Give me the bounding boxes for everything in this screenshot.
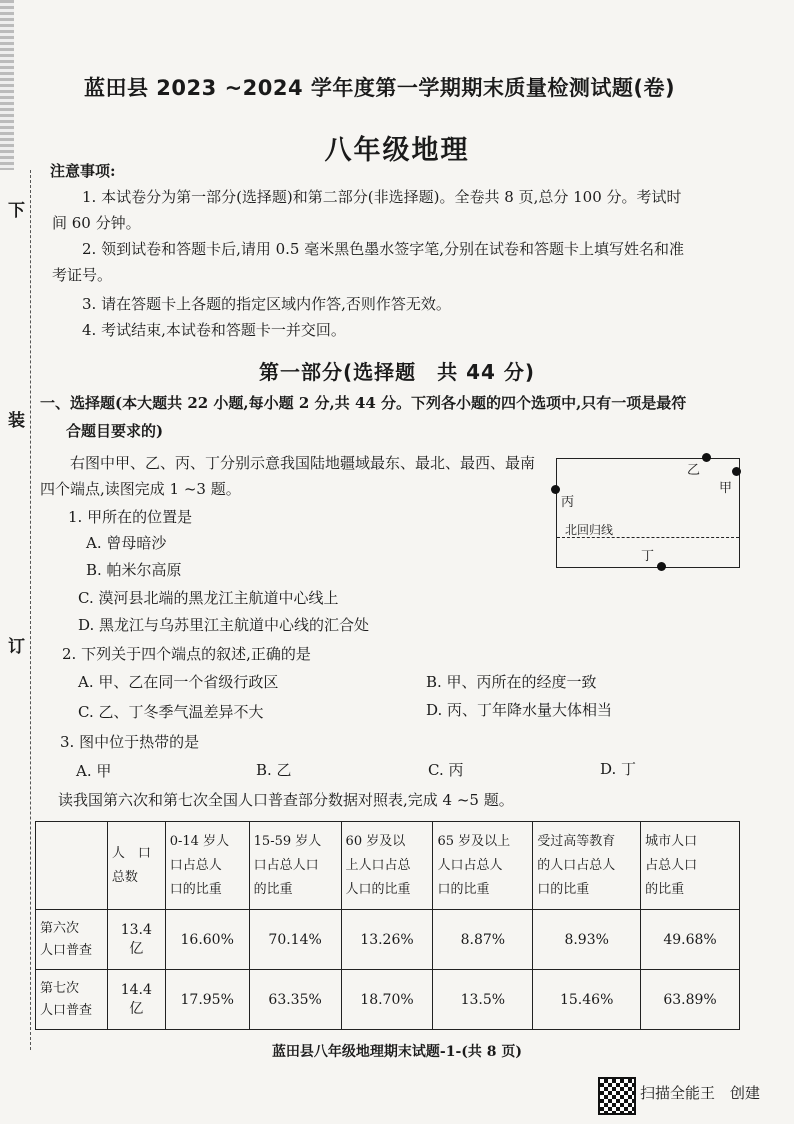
table-cell: 8.93% [533,910,641,970]
notice-heading: 注意事项: [50,162,116,180]
map-label-jia: 甲 [719,481,733,496]
q1-option-a: A. 曾母暗沙 [86,534,167,552]
q3-option-a: A. 甲 [76,762,112,780]
scanner-watermark: 扫描全能王 创建 [640,1084,761,1102]
q2-option-c: C. 乙、丁冬季气温差异不大 [78,703,264,721]
table-corner-cell [36,822,108,910]
q2-option-b: B. 甲、丙所在的经度一致 [426,673,597,691]
binding-label-xia: 下 [8,201,25,221]
tropic-label: 北回归线 [565,523,614,537]
map-label-bing: 丙 [561,495,575,510]
table-cell: 70.14% [249,910,341,970]
table-cell: 14.4 亿 [107,970,165,1030]
table-cell: 17.95% [165,970,249,1030]
table-cell: 13.5% [433,970,533,1030]
notice-line: 4. 考试结束,本试卷和答题卡一并交回。 [82,321,346,339]
table-row [36,970,740,1030]
header-cell: 65 岁及以上 人口占总人 口的比重 [433,822,533,910]
table-cell: 18.70% [341,970,433,1030]
notice-line: 3. 请在答题卡上各题的指定区域内作答,否则作答无效。 [82,295,451,313]
header-cell: 城市人口 占总人口 的比重 [641,822,740,910]
header-cell: 受过高等教育 的人口占总人 口的比重 [533,822,641,910]
binding-label-zhuang: 装 [8,411,25,431]
tropic-of-cancer-line [557,537,739,538]
header-cell: 人 口 总数 [107,822,165,910]
map-label-yi: 乙 [687,463,701,478]
table-header-row [36,822,740,910]
q3-option-b: B. 乙 [256,761,292,779]
row-label: 第七次 人口普查 [36,970,108,1030]
map-label-ding: 丁 [641,549,655,564]
notice-line: 1. 本试卷分为第一部分(选择题)和第二部分(非选择题)。全卷共 8 页,总分 100 分。考试时 [82,188,682,206]
table-cell: 16.60% [165,910,249,970]
page-footer: 蓝田县八年级地理期末试题-1-(共 8 页) [271,1044,523,1060]
census-table [35,821,740,1030]
map-point-jia [732,467,741,476]
map-intro-cont: 四个端点,读图完成 1 ~3 题。 [40,480,241,498]
binding-line [30,170,31,1050]
china-extremes-map [556,458,740,568]
exam-subtitle: 八年级地理 [324,135,470,166]
section-instruction-cont: 合题目要求的) [66,422,164,440]
table-row [36,910,740,970]
table-cell: 63.89% [641,970,740,1030]
exam-title: 蓝田县 2023 ~2024 学年度第一学期期末质量检测试题(卷) [84,76,676,100]
qr-code-icon [598,1077,636,1115]
header-cell: 15-59 岁人 口占总人口 的比重 [249,822,341,910]
table-cell: 13.26% [341,910,433,970]
section-instruction: 一、选择题(本大题共 22 小题,每小题 2 分,共 44 分。下列各小题的四个选项中,只有一项是最符 [40,394,687,412]
q3-stem: 3. 图中位于热带的是 [60,733,200,751]
table-cell: 15.46% [533,970,641,1030]
table-cell: 49.68% [641,910,740,970]
q2-option-d: D. 丙、丁年降水量大体相当 [426,701,613,719]
q1-stem: 1. 甲所在的位置是 [68,508,193,526]
map-point-bing [551,485,560,494]
table-cell: 63.35% [249,970,341,1030]
q1-option-b: B. 帕米尔高原 [86,561,182,579]
map-intro: 右图中甲、乙、丙、丁分别示意我国陆地疆域最东、最北、最西、最南 [70,454,536,472]
q2-stem: 2. 下列关于四个端点的叙述,正确的是 [62,645,311,663]
header-cell: 60 岁及以 上人口占总 人口的比重 [341,822,433,910]
binding-label-ding: 订 [8,637,25,657]
table-cell: 8.87% [433,910,533,970]
map-point-ding [657,562,666,571]
q1-option-c: C. 漠河县北端的黑龙江主航道中心线上 [78,589,339,607]
q3-option-d: D. 丁 [600,760,637,778]
notice-line: 间 60 分钟。 [52,214,141,232]
part-one-title: 第一部分(选择题 共 44 分) [258,360,536,384]
header-cell: 0-14 岁人 口占总人 口的比重 [165,822,249,910]
notice-line: 2. 领到试卷和答题卡后,请用 0.5 毫米黑色墨水签字笔,分别在试卷和答题卡上填写姓名和准 [82,240,685,258]
q1-option-d: D. 黑龙江与乌苏里江主航道中心线的汇合处 [78,616,370,634]
q3-option-c: C. 丙 [428,761,464,779]
q2-option-a: A. 甲、乙在同一个省级行政区 [78,673,279,691]
table-intro: 读我国第六次和第七次全国人口普查部分数据对照表,完成 4 ~5 题。 [58,791,514,809]
notice-line: 考证号。 [52,266,113,284]
map-point-yi [702,453,711,462]
row-label: 第六次 人口普查 [36,910,108,970]
table-cell: 13.4 亿 [107,910,165,970]
